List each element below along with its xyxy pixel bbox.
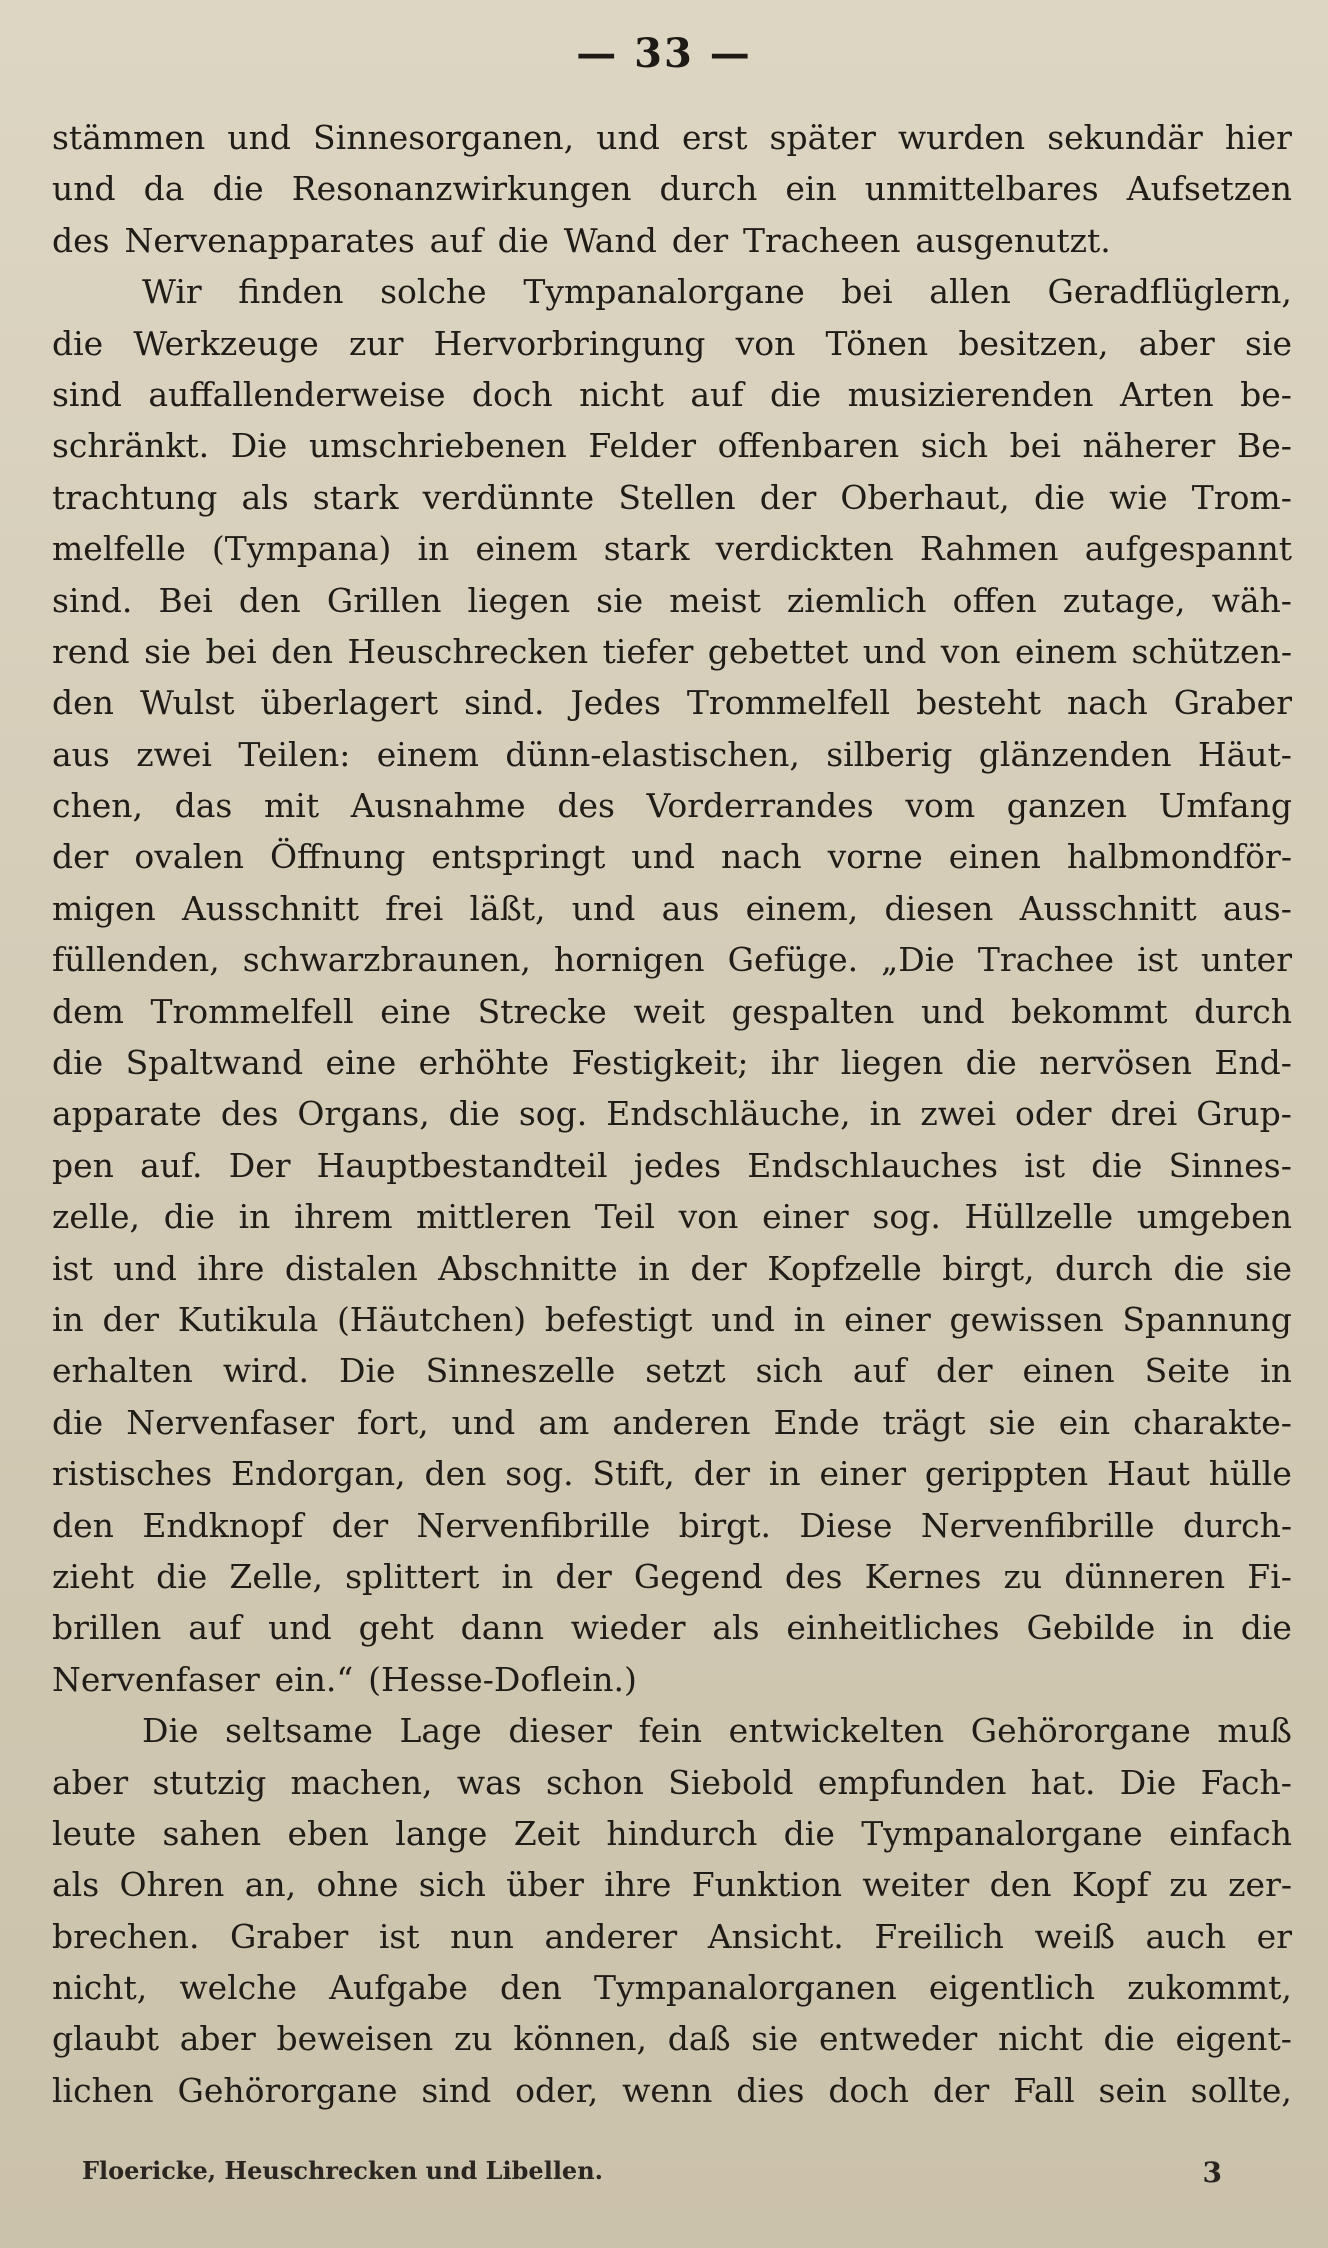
text-line: migen Ausschnitt frei läßt, und aus einem, diesen Ausschnitt aus- [52, 888, 1292, 928]
text-line: der ovalen Öffnung entspringt und nach vorne einen halbmondför- [52, 837, 1292, 877]
text-line: aus zwei Teilen: einem dünn-elastischen, silberig glänzenden Häut- [52, 734, 1292, 774]
text-line: Nervenfaser ein.“ (Hesse-Doflein.) [52, 1659, 637, 1699]
text-line: als Ohren an, ohne sich über ihre Funktion weiter den Kopf zu zer- [52, 1865, 1292, 1905]
text-line: nicht, welche Aufgabe den Tympanalorganen eigentlich zukommt, [52, 1968, 1292, 2008]
text-line: erhalten wird. Die Sinneszelle setzt sich auf der einen Seite in [52, 1351, 1292, 1391]
text-line: apparate des Organs, die sog. Endschläuche, in zwei oder drei Grup- [52, 1094, 1292, 1134]
text-line: rend sie bei den Heuschrecken tiefer gebettet und von einem schützen- [52, 631, 1292, 671]
text-line: die Werkzeuge zur Hervorbringung von Tönen besitzen, aber sie [52, 323, 1292, 363]
text-line: brechen. Graber ist nun anderer Ansicht. Freilich weiß auch er [52, 1916, 1292, 1956]
text-line: melfelle (Tympana) in einem stark verdickten Rahmen aufgespannt [52, 529, 1292, 569]
text-line: leute sahen eben lange Zeit hindurch die Tympanalorgane einfach [52, 1813, 1292, 1853]
text-line: ristisches Endorgan, den sog. Stift, der in einer gerippten Haut hülle [52, 1454, 1292, 1494]
text-line: pen auf. Der Hauptbestandteil jedes Endschlauches ist die Sinnes- [52, 1145, 1292, 1185]
text-line: des Nervenapparates auf die Wand der Tracheen ausgenutzt. [52, 220, 1111, 260]
text-line: schränkt. Die umschriebenen Felder offenbaren sich bei näherer Be- [52, 426, 1292, 466]
text-line: lichen Gehörorgane sind oder, wenn dies doch der Fall sein sollte, [52, 2070, 1292, 2110]
text-line: die Spaltwand eine erhöhte Festigkeit; ihr liegen die nervösen End- [52, 1043, 1292, 1083]
text-line: Wir finden solche Tympanalorgane bei allen Geradflüglern, [142, 272, 1292, 312]
text-line: sind auffallenderweise doch nicht auf die musizierenden Arten be- [52, 374, 1292, 414]
text-line: zelle, die in ihrem mittleren Teil von einer sog. Hüllzelle umgeben [52, 1197, 1292, 1237]
text-line: in der Kutikula (Häutchen) befestigt und in einer gewissen Spannung [52, 1299, 1292, 1339]
text-line: stämmen und Sinnesorganen, und erst später wurden sekundär hier [52, 118, 1292, 157]
text-line: füllenden, schwarzbraunen, hornigen Gefüge. „Die Trachee ist unter [52, 940, 1292, 980]
text-line: den Wulst überlagert sind. Jedes Trommelfell besteht nach Graber [52, 683, 1292, 723]
running-title: Floericke, Heuschrecken und Libellen. [82, 2156, 604, 2185]
signature-mark: 3 [1202, 2156, 1222, 2189]
text-line: chen, das mit Ausnahme des Vorderrandes vom ganzen Umfang [52, 786, 1292, 826]
text-line: trachtung als stark verdünnte Stellen der Oberhaut, die wie Trom- [52, 477, 1292, 517]
text-line: ist und ihre distalen Abschnitte in der Kopfzelle birgt, durch die sie [52, 1248, 1292, 1288]
page-number: — 33 — [576, 30, 752, 77]
text-line: Die seltsame Lage dieser fein entwickelten Gehörorgane muß [142, 1711, 1292, 1751]
text-line: sind. Bei den Grillen liegen sie meist ziemlich offen zutage, wäh- [52, 580, 1292, 620]
text-line: zieht die Zelle, splittert in der Gegend des Kernes zu dünneren Fi- [52, 1556, 1292, 1596]
body-text [52, 112, 1292, 2116]
text-line: glaubt aber beweisen zu können, daß sie entweder nicht die eigent- [52, 2019, 1292, 2059]
text-line: brillen auf und geht dann wieder als einheitliches Gebilde in die [52, 1608, 1292, 1648]
text-line: den Endknopf der Nervenfibrille birgt. Diese Nervenfibrille durch- [52, 1505, 1292, 1545]
text-line: aber stutzig machen, was schon Siebold empfunden hat. Die Fach- [52, 1762, 1292, 1802]
text-line: die Nervenfaser fort, und am anderen Ende trägt sie ein charakte- [52, 1402, 1292, 1442]
text-line: dem Trommelfell eine Strecke weit gespalten und bekommt durch [52, 991, 1292, 1031]
text-line: und da die Resonanzwirkungen durch ein unmittelbares Aufsetzen [52, 169, 1292, 209]
